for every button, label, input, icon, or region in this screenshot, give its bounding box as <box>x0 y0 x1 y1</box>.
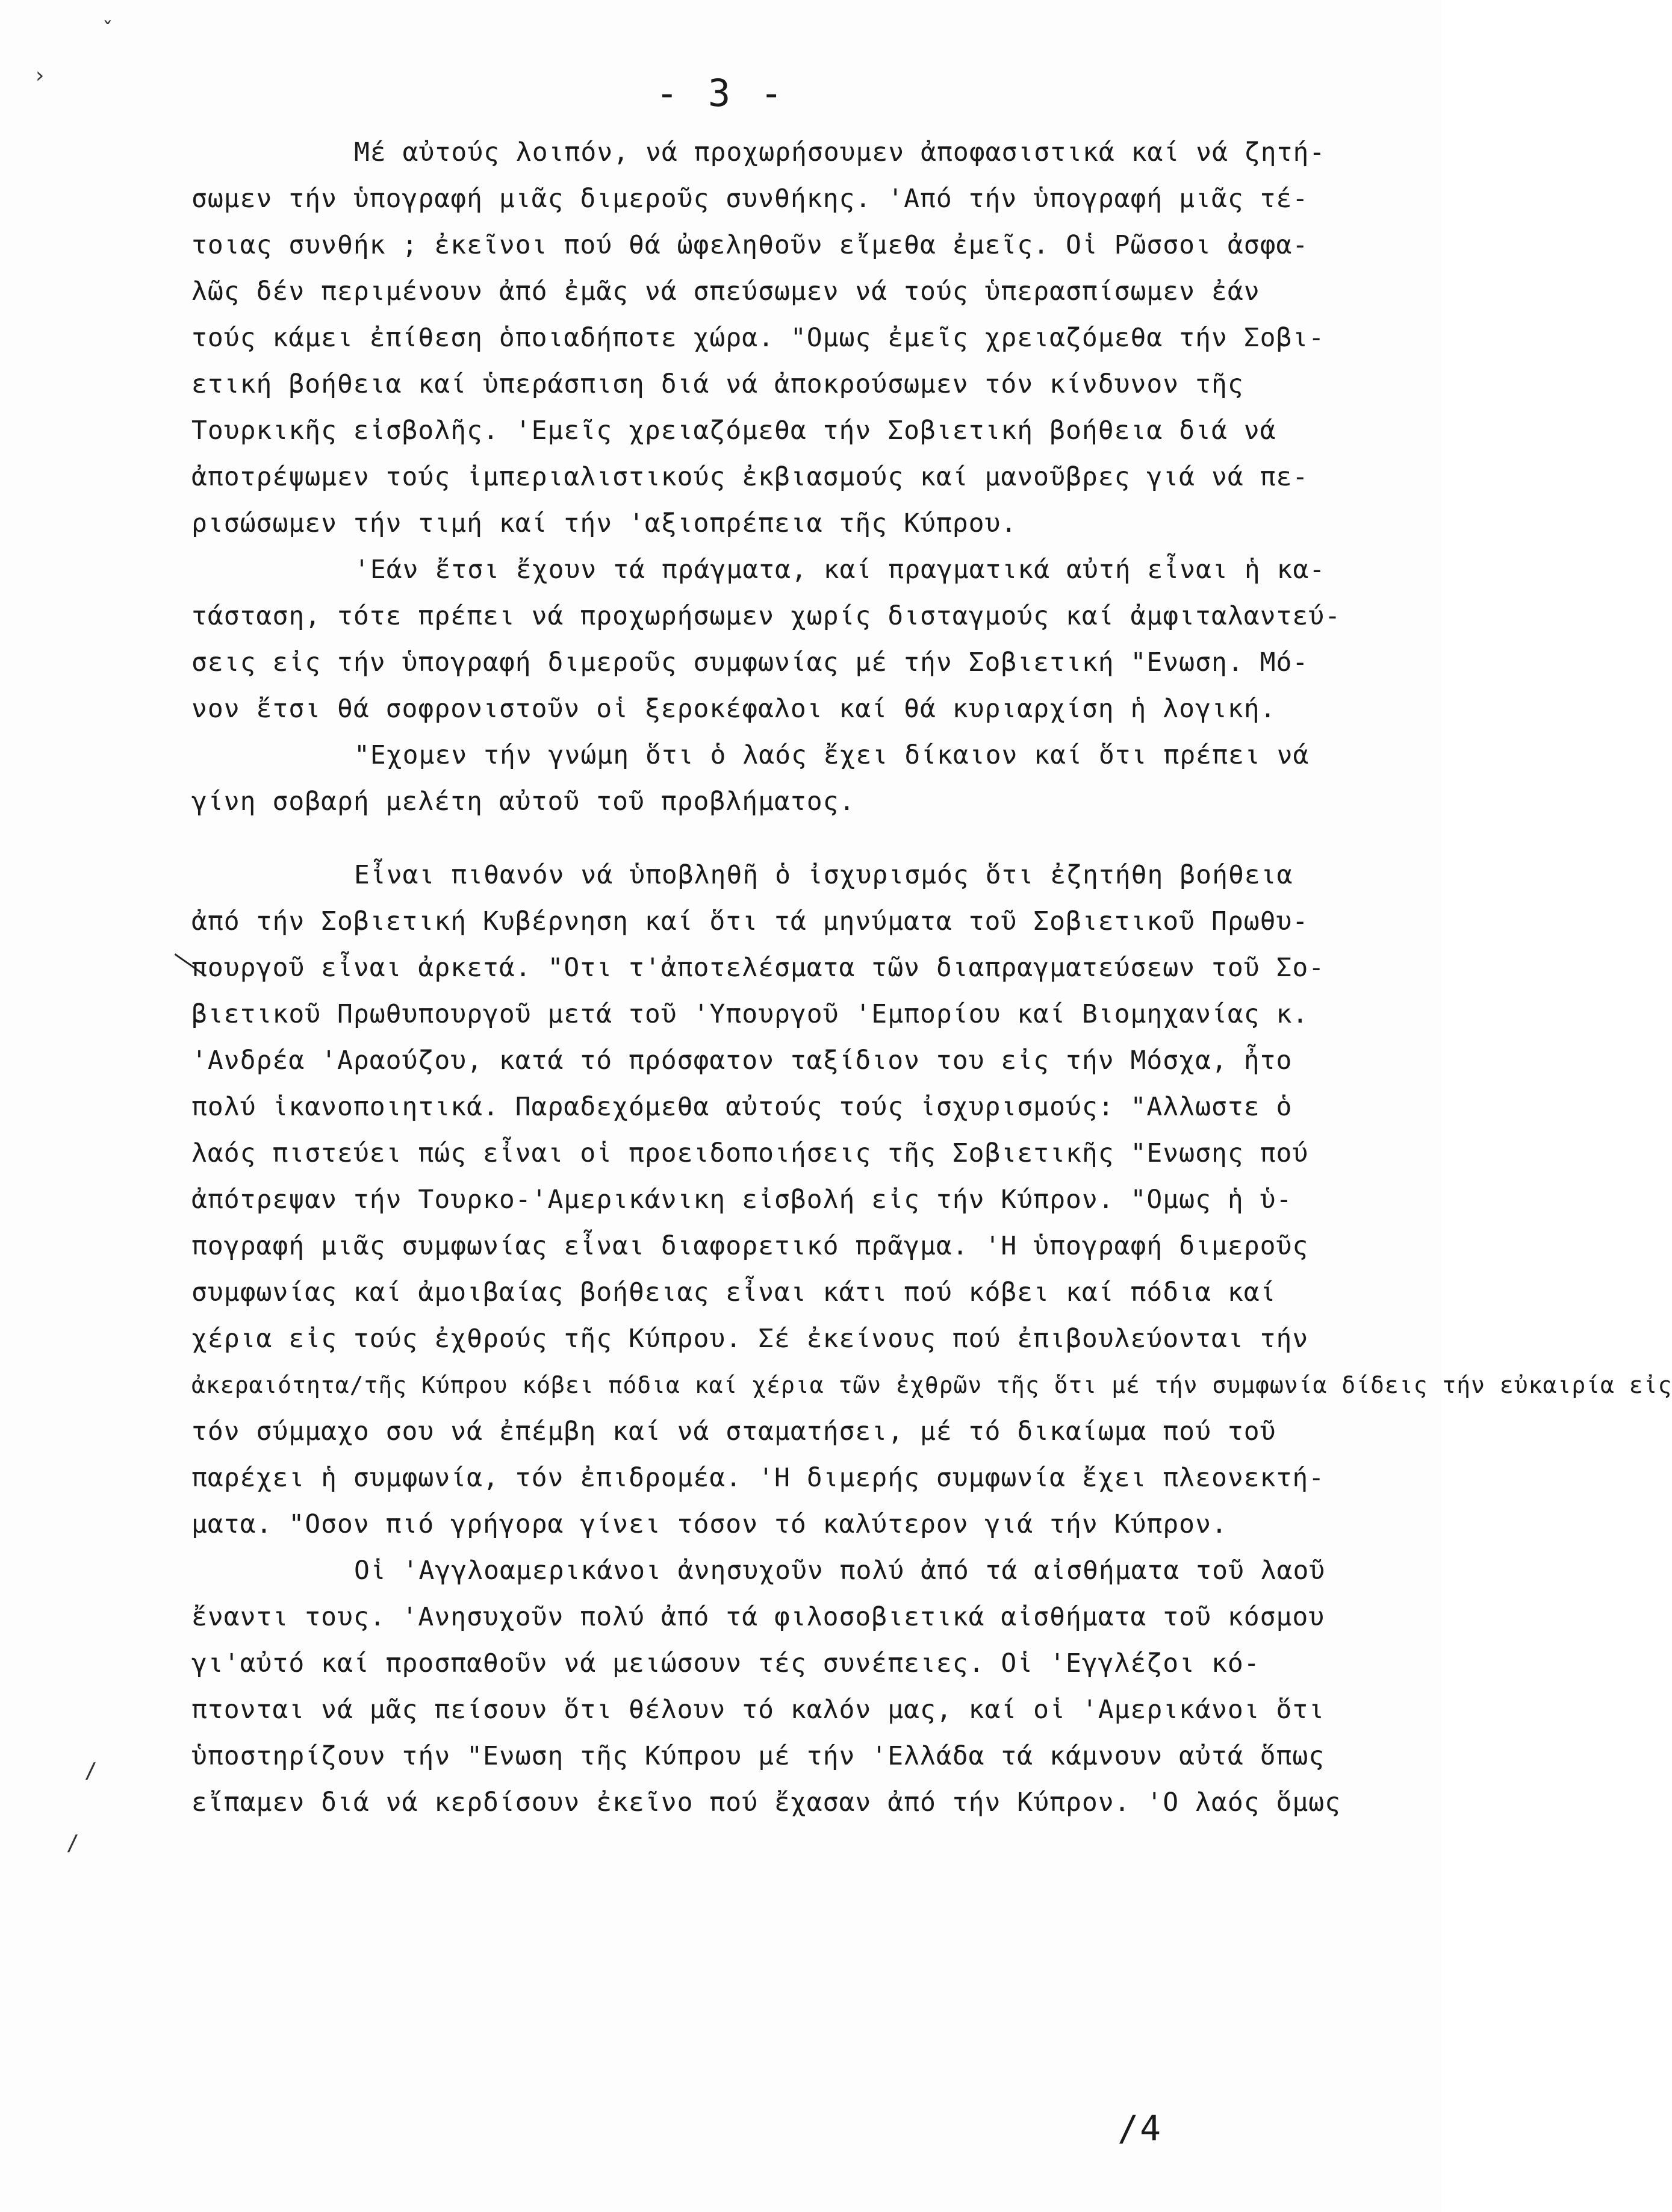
scan-mark: › <box>33 63 46 88</box>
text-line: Μέ αὐτούς λοιπόν, νά προχωρήσουμεν ἀποφασιστικά καί νά ζητή- <box>354 137 1326 167</box>
text-line: γίνη σοβαρή μελέτη αὐτοῦ τοῦ προβλήματος. <box>191 787 856 817</box>
margin-tick-mark: / <box>84 1759 98 1783</box>
text-line: συμφωνίας καί ἀμοιβαίας βοήθειας εἶναι κάτι πού κόβει καί πόδια καί <box>191 1277 1276 1307</box>
text-line: χέρια εἰς τούς ἐχθρούς τῆς Κύπρου. Σέ ἐκείνους πού ἐπιβουλεύονται τήν <box>191 1324 1309 1354</box>
text-line: βιετικοῦ Πρωθυπουργοῦ μετά τοῦ 'Υπουργοῦ 'Εμπορίου καί Βιομηχανίας κ. <box>191 999 1309 1029</box>
text-line: τοιας συνθήκ ; ἐκεῖνοι πού θά ὠφεληθοῦν εἴμεθα ἐμεῖς. Οἱ Ρῶσσοι ἀσφα- <box>191 230 1309 260</box>
text-line: τάσταση, τότε πρέπει νά προχωρήσωμεν χωρίς δισταγμούς καί ἀμφιταλαντεύ- <box>191 601 1341 631</box>
paragraph <box>191 129 1329 547</box>
text-line: ὑποστηρίζουν τήν "Ενωση τῆς Κύπρου μέ τήν 'Ελλάδα τά κάμνουν αὐτά ὅπως <box>191 1741 1325 1771</box>
text-line: πτονται νά μᾶς πείσουν ὅτι θέλουν τό καλόν μας, καί οἱ 'Αμερικάνοι ὅτι <box>191 1695 1325 1725</box>
text-line: ἀκεραιότητα/τῆς Κύπρου κόβει πόδια καί χέρια τῶν ἐχθρῶν τῆς ὅτι μέ τήν συμφωνία δίδεις τήν εὐκαιρία εἰς <box>191 1372 1672 1398</box>
text-line: Οἱ 'Αγγλοαμερικάνοι ἀνησυχοῦν πολύ ἀπό τά αἰσθήματα τοῦ λαοῦ <box>354 1556 1326 1586</box>
text-line: παρέχει ἡ συμφωνία, τόν ἐπιδρομέα. 'Η διμερής συμφωνία ἔχει πλεονεκτή- <box>191 1463 1325 1493</box>
text-line: ἀπότρεψαν τήν Τουρκο-'Αμερικάνικη εἰσβολή εἰς τήν Κύπρον. "Ομως ἡ ὑ- <box>191 1185 1293 1215</box>
text-line: πουργοῦ εἶναι ἀρκετά. "Οτι τ'ἀποτελέσματα τῶν διαπραγματεύσεων τοῦ Σο- <box>191 953 1325 983</box>
document-body <box>191 129 1672 1826</box>
text-line: νον ἔτσι θά σοφρονιστοῦν οἱ ξεροκέφαλοι καί θά κυριαρχίση ἡ λογική. <box>191 694 1276 724</box>
text-line: Τουρκικῆς εἰσβολῆς. 'Εμεῖς χρειαζόμεθα τήν Σοβιετική βοήθεια διά νά <box>191 416 1276 446</box>
text-line: γι'αὐτό καί προσπαθοῦν νά μειώσουν τές συνέπειες. Οἱ 'Εγγλέζοι κό- <box>191 1648 1260 1678</box>
text-line: ἀπό τήν Σοβιετική Κυβέρνηση καί ὅτι τά μηνύματα τοῦ Σοβιετικοῦ Πρωθυ- <box>191 906 1309 936</box>
text-line: πογραφή μιᾶς συμφωνίας εἶναι διαφορετικό πρᾶγμα. 'Η ὑπογραφή διμεροῦς <box>191 1231 1309 1261</box>
paragraph <box>191 852 1672 1548</box>
text-line: εἴπαμεν διά νά κερδίσουν ἐκεῖνο πού ἔχασαν ἀπό τήν Κύπρον. 'Ο λαός ὅμως <box>191 1787 1341 1818</box>
paragraph <box>191 732 1329 825</box>
text-line: σεις εἰς τήν ὑπογραφή διμεροῦς συμφωνίας μέ τήν Σοβιετική "Ενωση. Μό- <box>191 647 1309 678</box>
text-line: 'Ανδρέα 'Αραούζου, κατά τό πρόσφατον ταξίδιον του εἰς τήν Μόσχα, ἦτο <box>191 1045 1293 1076</box>
text-line: τόν σύμμαχο σου νά ἐπέμβη καί νά σταματήσει, μέ τό δικαίωμα πού τοῦ <box>191 1416 1276 1447</box>
text-line: "Εχομεν τήν γνώμη ὅτι ὁ λαός ἔχει δίκαιον καί ὅτι πρέπει νά <box>354 740 1310 770</box>
text-line: σωμεν τήν ὑπογραφή μιᾶς διμεροῦς συνθήκης. 'Από τήν ὑπογραφή μιᾶς τέ- <box>191 184 1309 214</box>
continuation-page-marker: /4 <box>1117 2108 1162 2149</box>
text-line: 'Εάν ἔτσι ἔχουν τά πράγματα, καί πραγματικά αὐτή εἶναι ἡ κα- <box>354 555 1326 585</box>
text-line: ἀποτρέψωμεν τούς ἰμπεριαλιστικούς ἐκβιασμούς καί μανοῦβρες γιά νά πε- <box>191 462 1309 492</box>
text-line: πολύ ἱκανοποιητικά. Παραδεχόμεθα αὐτούς τούς ἰσχυρισμούς: "Αλλωστε ὁ <box>191 1092 1293 1122</box>
paragraph <box>191 1548 1341 1826</box>
paragraph <box>191 547 1341 732</box>
text-line: ετική βοήθεια καί ὑπεράσπιση διά νά ἀποκρούσωμεν τόν κίνδυνον τῆς <box>191 369 1244 399</box>
text-line: τούς κάμει ἐπίθεση ὁποιαδήποτε χώρα. "Ομως ἐμεῖς χρειαζόμεθα τήν Σοβι- <box>191 323 1325 353</box>
text-line: ματα. "Οσον πιό γρήγορα γίνει τόσον τό καλύτερον γιά τήν Κύπρον. <box>191 1509 1228 1539</box>
text-line: λῶς δέν περιμένουν ἀπό ἐμᾶς νά σπεύσωμεν νά τούς ὑπερασπίσωμεν ἐάν <box>191 276 1260 307</box>
text-line: ρισώσωμεν τήν τιμή καί τήν 'αξιοπρέπεια τῆς Κύπρου. <box>191 508 1018 538</box>
text-line: ἔναντι τους. 'Ανησυχοῦν πολύ ἀπό τά φιλοσοβιετικά αἰσθήματα τοῦ κόσμου <box>191 1602 1325 1632</box>
scan-mark: ˇ <box>101 18 114 43</box>
text-line: λαός πιστεύει πώς εἶναι οἱ προειδοποιήσεις τῆς Σοβιετικῆς "Ενωσης πού <box>191 1138 1309 1168</box>
page-number: - 3 - <box>656 71 786 115</box>
text-line: Εἶναι πιθανόν νά ὑποβληθῆ ὁ ἰσχυρισμός ὅτι ἐζητήθη βοήθεια <box>354 860 1293 890</box>
margin-tick-mark: / <box>66 1831 79 1855</box>
